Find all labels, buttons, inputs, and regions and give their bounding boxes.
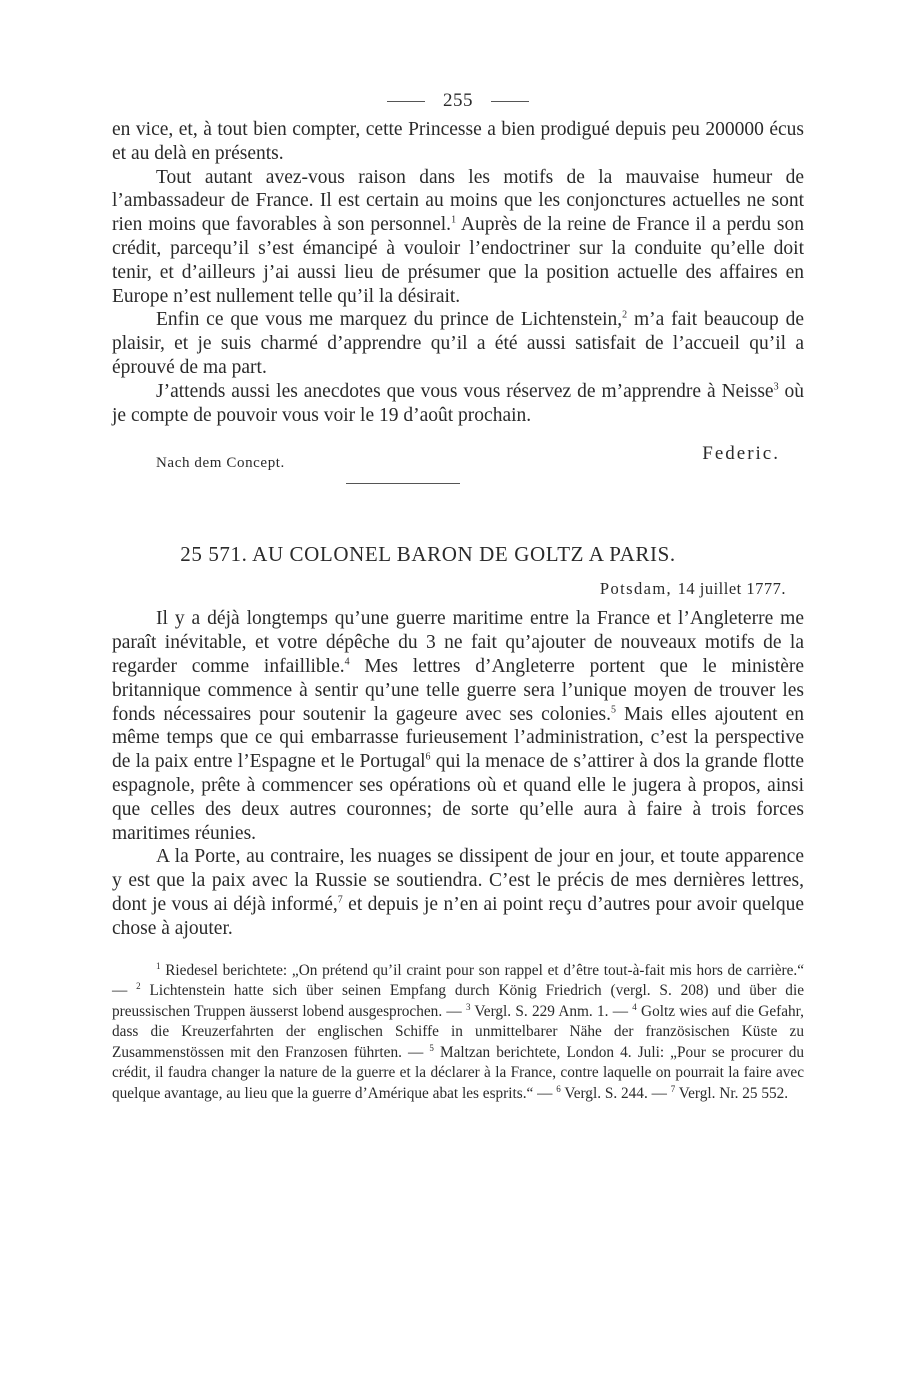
footnote-ref[interactable]: 3: [773, 381, 779, 393]
footnote-ref[interactable]: 7: [337, 894, 343, 906]
paragraph-text: A la Porte, au contraire, les nuages se dissipent de jour en jour, et toute apparence y est que la paix avec la Russie se soutiendra. C’est le précis de mes dernières lettres, dont je vous ai déjà informé,: [112, 846, 804, 915]
footnote-number: 6: [556, 1083, 561, 1094]
paragraph-text: Mes lettres d’Angleterre portent que le ministère britannique commence à sentir qu’une telle guerre sera l’unique moyen de trouver les fonds nécessaires pour soutenir la gageure avec ses colonies.: [112, 655, 804, 725]
paragraph-text: Tout autant avez-vous raison dans les motifs de la mauvaise humeur de l’ambassadeur de France. Il est certain au moins que les conjonctures actuelles ne sont rien moins que favorables à son personnel.: [112, 166, 804, 236]
paragraph-text: Il y a déjà longtemps qu’une guerre maritime entre la France et l’Angleterre me paraît inévitable, et votre dépêche du 3 ne fait qu’ajouter de nouveaux motifs de la regarder comme infaillible.: [112, 608, 804, 677]
footnotes: [112, 961, 804, 1105]
footnote-text: Vergl. Nr. 25 552.: [675, 1085, 789, 1103]
header-rule-right: [491, 101, 529, 102]
paragraph-continuation: [112, 118, 804, 166]
footnote-ref[interactable]: 5: [610, 704, 616, 716]
footnote-text: Maltzan berichtete, London 4. Juli: „Pour se procurer du crédit, il faudra changer la nature de la guerre et la déclarer à la France, contre laquelle on pourrait la faire avec quelque avantage, au lieu que la guerre d’Amérique abat les esprits.“ —: [112, 1043, 804, 1103]
paragraph-ambassador: [112, 166, 804, 309]
footnote-ref[interactable]: 4: [344, 656, 350, 668]
footnote-number: 5: [429, 1042, 434, 1053]
paragraph-text: Mais elles ajoutent en même temps que ce qui embarrasse furieusement l’administration, c’est la perspective de la paix entre l’Espagne et le Portugal: [112, 703, 805, 773]
paragraph-porte: [112, 845, 804, 940]
footnote-number: 3: [465, 1001, 471, 1012]
paragraph-text: J’attends aussi les anecdotes que vous vous réservez de m’apprendre à Neisse: [156, 380, 774, 402]
footnote-text: Goltz wies auf die Gefahr, dass die Kreuzerfahrten der englischen Schiffe in unmittelbarer Nähe der französischen Küste zu Zusammenstössen mit den Franzosen führten. —: [112, 1002, 804, 1061]
footnote-text: Vergl. S. 229 Anm. 1. —: [470, 1002, 633, 1020]
paragraph-text: Enfin ce que vous me marquez du prince de Lichtenstein,: [156, 309, 623, 331]
paragraph-text: où je compte de pouvoir vous voir le 19 d’août prochain.: [112, 380, 805, 426]
footnote-ref[interactable]: 6: [425, 751, 431, 763]
dateline: [112, 579, 804, 599]
footnote-text: Riedesel berichtete: „On prétend qu’il craint pour son rappel et d’être tout-à-fait mis hors de carrière.“ —: [112, 961, 804, 1000]
paragraph-text: m’a fait beaucoup de plaisir, et je suis charmé d’apprendre qu’il a été aussi satisfait de l’accueil qu’il a éprouvé de ma part.: [112, 309, 804, 378]
footnote-text: Lichtenstein hatte sich über seinen Empfang durch König Friedrich (vergl. S. 208) und über die preussischen Truppen äusserst lobend ausgesprochen. —: [112, 982, 804, 1020]
paragraph-maritime-war: [112, 607, 804, 845]
page-header: [112, 84, 804, 118]
footnote-number: 7: [670, 1083, 676, 1094]
footnote-number: 1: [156, 960, 161, 971]
header-rule-left: [387, 101, 425, 102]
footnote-block: [112, 961, 804, 1105]
paragraph-text: qui la menace de s’attirer à dos la grande flotte espagnole, prête à commencer ses opérations où et quand elle le jugera à propos, ainsi que celles des deux autres couronnes; de sorte qu’elle aura à faire à trois forces maritimes réunies.: [112, 751, 804, 844]
paragraph-text: en vice, et, à tout bien compter, cette Princesse a bien prodigué depuis peu 200000 écus et au delà en présents.: [112, 119, 804, 164]
dateline-date: 14 juillet 1777.: [677, 579, 786, 599]
footnote-text: Vergl. S. 244. —: [560, 1085, 671, 1103]
closing-row: [112, 443, 804, 483]
footnote-ref[interactable]: 1: [451, 214, 457, 226]
paragraph-text: Auprès de la reine de France il a perdu son crédit, parcequ’il s’est émancipé à vouloir l’endoctriner sur la conduite qu’elle doit tenir, et d’ailleurs j’ai aussi lieu de présumer que la position actuelle des affaires en Europe n’est nullement telle qu’il la désirait.: [112, 214, 804, 307]
signature: Federic.: [702, 443, 780, 465]
paragraph-text: et depuis je n’en ai point reçu d’autres pour avoir quelque chose à ajouter.: [112, 893, 804, 939]
dateline-place: Potsdam,: [599, 579, 673, 599]
letter-title: 25 571. AU COLONEL BARON DE GOLTZ A PARIS.: [180, 542, 676, 567]
source-note: Nach dem Concept.: [156, 455, 285, 472]
page-number: 255: [443, 90, 473, 111]
document-page: [112, 84, 804, 1105]
footnote-number: 4: [632, 1001, 637, 1012]
paragraph-lichtenstein: [112, 308, 804, 379]
footnote-number: 2: [136, 981, 141, 992]
paragraph-neisse: [112, 380, 804, 428]
section-divider: [346, 483, 460, 484]
footnote-ref[interactable]: 2: [622, 309, 628, 321]
